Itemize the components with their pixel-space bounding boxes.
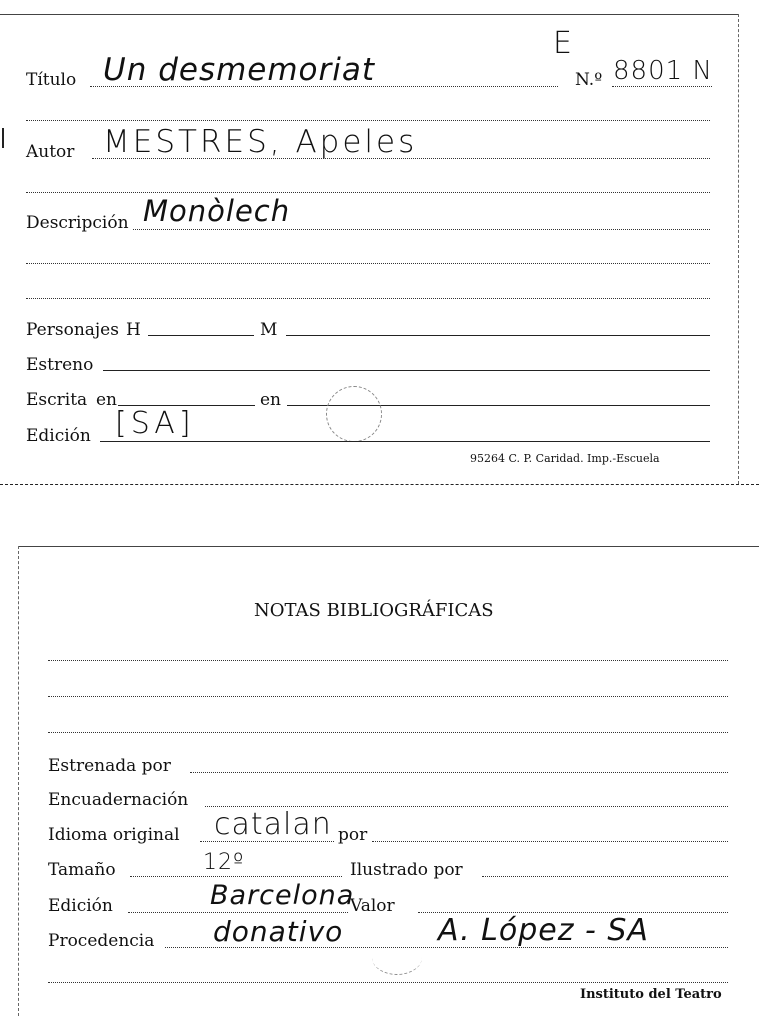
procedencia-value: donativo xyxy=(213,915,344,948)
descripcion-value: Monòlech xyxy=(143,194,291,228)
estreno-line xyxy=(103,370,710,371)
edicion-label: Edición xyxy=(26,426,91,446)
escrita-label: Escrita xyxy=(26,390,88,410)
front-top-edge xyxy=(0,14,738,15)
m-label: M xyxy=(260,320,278,340)
front-blank-line-3 xyxy=(26,263,710,264)
ilustrado-line xyxy=(482,876,728,877)
back-bottom-line xyxy=(48,982,728,983)
front-blank-line-2 xyxy=(26,192,710,193)
back-top-edge xyxy=(18,546,759,547)
front-bottom-edge xyxy=(0,484,759,485)
back-blank-line-3 xyxy=(48,732,728,733)
titulo-value: Un desmemoriat xyxy=(103,52,376,88)
idioma-label: Idioma original xyxy=(48,825,180,845)
titulo-label: Título xyxy=(26,70,77,90)
encuadernacion-label: Encuadernación xyxy=(48,790,189,810)
numero-line xyxy=(612,86,712,87)
escrita-en-label: en xyxy=(96,390,118,410)
institute-footer: Instituto del Teatro xyxy=(580,987,722,1002)
front-left-tick xyxy=(2,128,4,148)
back-punch-hole xyxy=(372,940,422,975)
en-label: en xyxy=(260,390,282,410)
valor-label: Valor xyxy=(350,896,395,916)
por-label: por xyxy=(338,825,368,845)
notas-heading: NOTAS BIBLIOGRÁFICAS xyxy=(254,600,494,621)
edicion-line xyxy=(100,441,710,442)
idioma-value: catalan xyxy=(214,807,332,842)
procedencia-label: Procedencia xyxy=(48,931,155,951)
numero-label: N.º xyxy=(575,70,603,90)
back-edicion-line xyxy=(128,912,348,913)
h-line xyxy=(148,335,254,336)
estreno-label: Estreno xyxy=(26,355,94,375)
autor-label: Autor xyxy=(26,142,75,162)
back-blank-line-1 xyxy=(48,660,728,661)
tamano-value: 12º xyxy=(203,850,245,875)
descripcion-line xyxy=(133,229,710,230)
m-line xyxy=(286,335,710,336)
tamano-line xyxy=(130,876,342,877)
punch-hole xyxy=(326,386,382,442)
h-label: H xyxy=(126,320,141,340)
estrenada-label: Estrenada por xyxy=(48,756,171,776)
printer-note: 95264 C. P. Caridad. Imp.-Escuela xyxy=(470,452,660,465)
corner-mark: E xyxy=(553,26,573,61)
front-blank-line-4 xyxy=(26,298,710,299)
back-edicion-value: Barcelona xyxy=(210,880,355,911)
estrenada-line xyxy=(190,772,728,773)
por-line xyxy=(372,841,728,842)
edicion-value: [SA] xyxy=(115,406,195,441)
back-left-edge xyxy=(18,546,19,1016)
ilustrado-label: Ilustrado por xyxy=(350,860,463,880)
procedencia-extra: A. López - SA xyxy=(438,913,649,948)
tamano-label: Tamaño xyxy=(48,860,116,880)
back-edicion-label: Edición xyxy=(48,896,113,916)
front-right-edge xyxy=(738,14,739,484)
front-blank-line-1 xyxy=(26,120,710,121)
personajes-label: Personajes xyxy=(26,320,119,340)
numero-value: 8801 N xyxy=(613,56,713,86)
autor-value: MESTRES, Apeles xyxy=(103,124,418,160)
descripcion-label: Descripción xyxy=(26,213,129,233)
back-blank-line-2 xyxy=(48,696,728,697)
